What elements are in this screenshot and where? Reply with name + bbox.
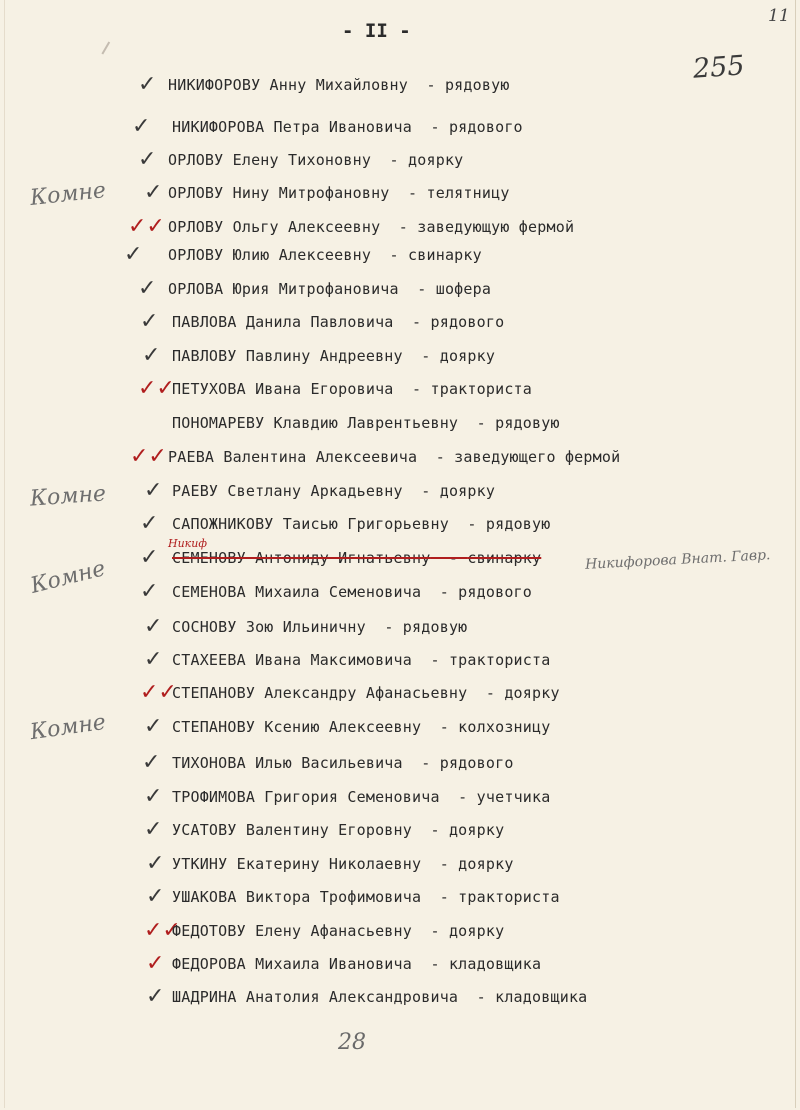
entry-text: РАЕВА Валентина Алексеевича - заведующего фермой [168,448,621,466]
red-check-mark-icon: ✓✓ [140,680,177,705]
entry-text: СТАХЕЕВА Ивана Максимовича - тракториста [172,651,551,669]
check-mark-icon: ✓ [144,784,163,809]
entry-text: ПЕТУХОВА Ивана Егоровича - тракториста [172,380,533,398]
entry-text: СТЕПАНОВУ Александру Афанасьевну - доярку [172,684,560,702]
entry-text: ПАВЛОВУ Павлину Андреевну - доярку [172,347,496,365]
archive-page-number: 255 [691,50,746,85]
red-check-mark-icon: ✓✓ [144,918,181,943]
red-check-mark-icon: ✓✓ [138,376,175,401]
entry-text: ОРЛОВА Юрия Митрофановича - шофера [168,280,492,298]
entry-text: УШАКОВА Виктора Трофимовича - тракториста [172,888,560,906]
entry-text: НИКИФОРОВА Петра Ивановича - рядового [172,118,523,136]
entry-text-struck: СЕМЕНОВУ Антониду Игнатьевну - свинарку [172,549,542,567]
check-mark-icon: ✓ [140,545,159,570]
check-mark-icon: ✓ [144,614,163,639]
entry-text: УТКИНУ Екатерину Николаевну - доярку [172,855,514,873]
entry-text: ПАВЛОВА Данила Павловича - рядового [172,313,505,331]
entry-text: ОРЛОВУ Ольгу Алексеевну - заведующую фермой [168,218,575,236]
entry-text: ФЕДОТОВУ Елену Афанасьевну - доярку [172,922,505,940]
check-mark-icon: ✓ [132,114,151,139]
margin-note: Комне [28,709,108,746]
entry-text: ОРЛОВУ Юлию Алексеевну - свинарку [168,246,482,264]
check-mark-icon: ✓ [144,714,163,739]
check-mark-icon: ✓ [140,309,159,334]
side-correction-note: Никифорова Внат. Гавр. [584,547,771,573]
check-mark-icon: ✓ [124,242,143,267]
inserted-correction: Никиф [168,537,207,550]
check-mark-icon: ✓ [142,750,161,775]
check-mark-icon: ✓ [144,817,163,842]
check-mark-icon: ✓ [138,147,157,172]
page-number: - II - [342,20,411,42]
entry-text: ТИХОНОВА Илью Васильевича - рядового [172,754,514,772]
check-mark-icon: ✓ [146,884,165,909]
check-mark-icon: ✓ [146,984,165,1009]
check-mark-icon: ✓ [138,276,157,301]
entry-text: ПОНОМАРЕВУ Клавдию Лаврентьевну - рядовую [172,414,560,432]
check-mark-icon: ✓ [144,647,163,672]
entry-text: САПОЖНИКОВУ Таисью Григорьевну - рядовую [172,515,551,533]
entry-text: ОРЛОВУ Елену Тихоновну - доярку [168,151,464,169]
check-mark-icon: ✓ [142,343,161,368]
check-mark-icon: ✓ [140,511,159,536]
check-mark-icon: ✓ [146,851,165,876]
check-mark-icon: ✓ [144,478,163,503]
entry-text: НИКИФОРОВУ Анну Михайловну - рядовую [168,76,510,94]
entry-text: ОРЛОВУ Нину Митрофановну - телятницу [168,184,510,202]
entry-text: СЕМЕНОВА Михаила Семеновича - рядового [172,583,533,601]
check-mark-icon: ✓ [138,72,157,97]
entry-text: СОСНОВУ Зою Ильиничну - рядовую [172,618,468,636]
entry-text: СТЕПАНОВУ Ксению Алексеевну - колхозницу [172,718,551,736]
corner-handwritten-number: 11 [768,6,790,26]
check-mark-icon: ✓ [140,579,159,604]
red-check-mark-icon: ✓✓ [128,214,165,239]
entry-text: ШАДРИНА Анатолия Александровича - кладовщика [172,988,588,1006]
margin-note: Комне [28,178,108,211]
check-mark-icon: ✓ [144,180,163,205]
entry-text: ТРОФИМОВА Григория Семеновича - учетчика [172,788,551,806]
footer-handwritten-number: 28 [338,1030,366,1055]
margin-note: Комне [28,556,108,599]
margin-note: Комне [29,481,107,512]
entry-text: ФЕДОРОВА Михаила Ивановича - кладовщика [172,955,542,973]
red-check-mark-icon: ✓✓ [130,444,167,469]
red-check-mark-icon: ✓ [146,951,165,976]
entry-text: УСАТОВУ Валентину Егоровну - доярку [172,821,505,839]
entry-text: РАЕВУ Светлану Аркадьевну - доярку [172,482,496,500]
